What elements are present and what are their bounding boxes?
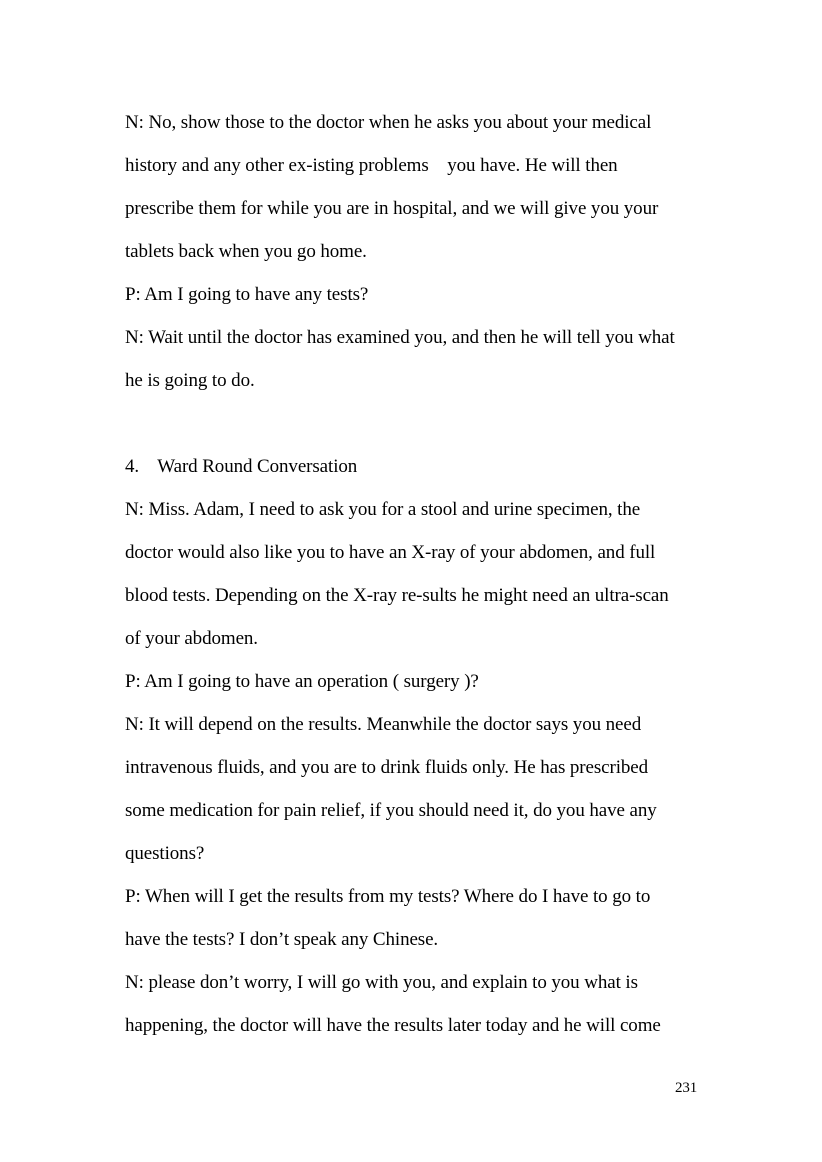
text-line: P: Am I going to have any tests?: [125, 284, 369, 305]
section-heading: 4. Ward Round Conversation: [125, 456, 358, 477]
text-line: intravenous fluids, and you are to drink fluids only. He has prescribed: [125, 757, 649, 778]
text-line: blood tests. Depending on the X-ray re-sults he might need an ultra-scan: [125, 585, 669, 606]
text-line: of your abdomen.: [125, 628, 258, 649]
text-line: he is going to do.: [125, 370, 255, 391]
text-line: have the tests? I don’t speak any Chinese.: [125, 929, 439, 950]
text-line: questions?: [125, 843, 205, 864]
text-line: prescribe them for while you are in hospital, and we will give you your: [125, 198, 659, 219]
text-line: N: No, show those to the doctor when he asks you about your medical: [125, 112, 652, 133]
page-number: 231: [675, 1080, 698, 1096]
text-line: N: It will depend on the results. Meanwhile the doctor says you need: [125, 714, 642, 735]
text-line: P: When will I get the results from my tests? Where do I have to go to: [125, 886, 651, 907]
text-line: P: Am I going to have an operation ( surgery )?: [125, 671, 479, 692]
text-line: some medication for pain relief, if you should need it, do you have any: [125, 800, 657, 821]
text-line: tablets back when you go home.: [125, 241, 367, 262]
text-line: N: Wait until the doctor has examined you, and then he will tell you what: [125, 327, 675, 348]
text-line: N: Miss. Adam, I need to ask you for a stool and urine specimen, the: [125, 499, 641, 520]
text-line: doctor would also like you to have an X-ray of your abdomen, and full: [125, 542, 656, 563]
text-line: N: please don’t worry, I will go with you, and explain to you what is: [125, 972, 638, 993]
text-line: happening, the doctor will have the results later today and he will come: [125, 1015, 661, 1036]
text-line: history and any other ex-isting problems you have. He will then: [125, 155, 618, 176]
